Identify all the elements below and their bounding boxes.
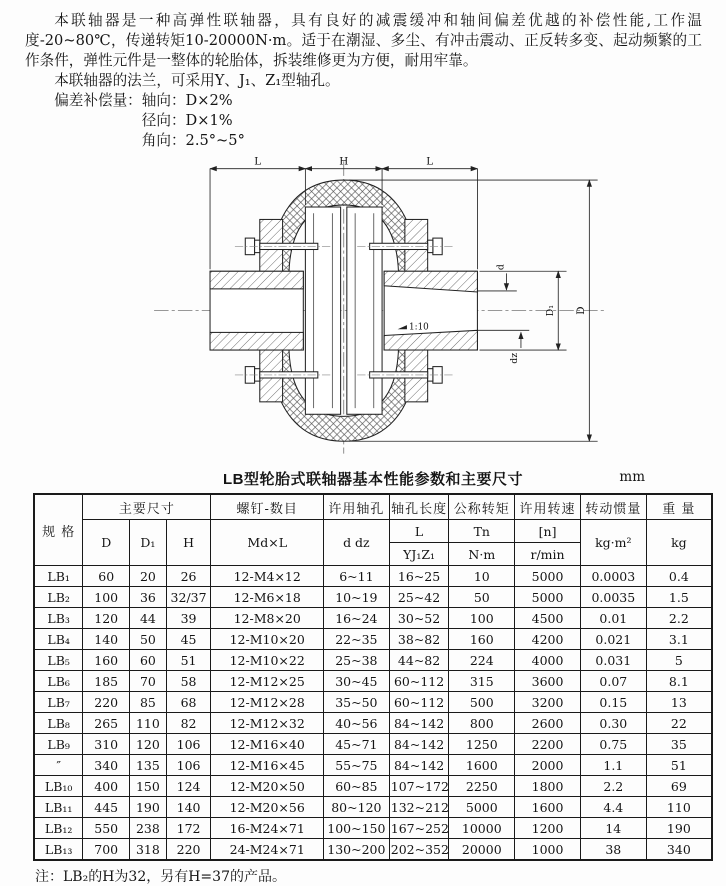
col-header-L: L	[389, 520, 449, 543]
table-row	[34, 713, 712, 734]
table-cell: 1.1	[580, 755, 646, 776]
table-cell: 22	[646, 713, 712, 734]
table-cell: 36	[130, 587, 167, 608]
col-header-kg: kg	[646, 520, 712, 566]
table-cell: 160	[449, 629, 515, 650]
table-cell: 4.4	[580, 797, 646, 818]
table-cell: 14	[580, 818, 646, 839]
compensation-label: 偏差补偿量：	[54, 92, 142, 109]
table-cell: 120	[83, 608, 130, 629]
table-cell: 38	[580, 839, 646, 861]
table-cell: 1800	[515, 776, 581, 797]
table-cell: 5000	[515, 566, 581, 587]
table-cell: 3600	[515, 671, 581, 692]
col-header-inertia: 转动惯量	[580, 494, 646, 520]
table-cell: 202~352	[389, 839, 449, 861]
table-cell: 107~172	[389, 776, 449, 797]
table-cell: 2000	[515, 755, 581, 776]
table-cell: 0.30	[580, 713, 646, 734]
table-cell: 172	[166, 818, 211, 839]
table-cell: LB₃	[34, 608, 83, 629]
table-cell: 84~142	[389, 734, 449, 755]
table-cell: 140	[166, 797, 211, 818]
table-cell: 16~24	[323, 608, 389, 629]
table-title: LB型轮胎式联轴器基本性能参数和主要尺寸	[223, 471, 523, 488]
table-cell: 500	[449, 692, 515, 713]
table-cell: 150	[130, 776, 167, 797]
table-cell: 12-M16×40	[211, 734, 324, 755]
table-cell: 0.0035	[580, 587, 646, 608]
table-cell: 400	[83, 776, 130, 797]
table-cell: 310	[83, 734, 130, 755]
table-cell: 5000	[449, 797, 515, 818]
table-cell: 68	[166, 692, 211, 713]
table-row	[34, 818, 712, 839]
table-cell: 340	[646, 839, 712, 861]
dim-label-H: H	[339, 155, 349, 168]
table-cell: 70	[130, 671, 167, 692]
table-cell: 0.75	[580, 734, 646, 755]
table-cell: 0.4	[646, 566, 712, 587]
table-cell: 318	[130, 839, 167, 861]
table-cell: 12-M12×25	[211, 671, 324, 692]
table-cell: 60~85	[323, 776, 389, 797]
table-cell: 106	[166, 734, 211, 755]
table-cell: 5000	[515, 587, 581, 608]
col-header-weight: 重 量	[646, 494, 712, 520]
table-cell: LB₁₂	[34, 818, 83, 839]
table-cell: 38~82	[389, 629, 449, 650]
taper-label: 1:10	[409, 322, 429, 333]
table-row	[34, 755, 712, 776]
table-cell: 0.15	[580, 692, 646, 713]
table-cell: 39	[166, 608, 211, 629]
dim-label-d: d	[495, 264, 507, 271]
col-header-n: [n]	[515, 520, 581, 543]
table-row	[34, 797, 712, 818]
table-cell: 58	[166, 671, 211, 692]
col-header-d-dz: d dz	[323, 520, 389, 566]
table-cell: 100	[83, 587, 130, 608]
table-cell: LB₉	[34, 734, 83, 755]
table-cell: 100~150	[323, 818, 389, 839]
table-cell: 12-M4×12	[211, 566, 324, 587]
table-cell: 340	[83, 755, 130, 776]
table-cell: 26	[166, 566, 211, 587]
table-cell: LB₁₁	[34, 797, 83, 818]
table-cell: 2600	[515, 713, 581, 734]
table-cell: 22~35	[323, 629, 389, 650]
compensation-item: 径向：D×1%	[141, 112, 233, 129]
table-cell: 12-M6×18	[211, 587, 324, 608]
table-cell: 30~52	[389, 608, 449, 629]
table-row	[34, 608, 712, 629]
table-cell: 35~50	[323, 692, 389, 713]
table-cell: 20000	[449, 839, 515, 861]
table-cell: 50	[449, 587, 515, 608]
table-cell: 220	[83, 692, 130, 713]
coupling-drawing-svg	[152, 155, 608, 458]
dim-label-D: D	[575, 306, 588, 315]
table-cell: 60~112	[389, 671, 449, 692]
col-header-D: D	[83, 520, 130, 566]
col-header-bolts: 螺钉-数目	[211, 494, 324, 520]
table-cell: 265	[83, 713, 130, 734]
table-cell: 25~38	[323, 650, 389, 671]
table-cell: 80~120	[323, 797, 389, 818]
table-cell: LB₂	[34, 587, 83, 608]
col-header-kgm2: kg·m²	[580, 520, 646, 566]
col-header-bore-length: 轴孔长度	[389, 494, 449, 520]
table-cell: 4500	[515, 608, 581, 629]
col-header-Tn: Tn	[449, 520, 515, 543]
col-header-D1: D₁	[130, 520, 167, 566]
col-header-Nm: N·m	[449, 543, 515, 566]
table-cell: LB₁	[34, 566, 83, 587]
table-cell: 1000	[515, 839, 581, 861]
col-header-torque: 公称转矩	[449, 494, 515, 520]
col-header-speed: 许用转速	[515, 494, 581, 520]
table-cell: 185	[83, 671, 130, 692]
table-cell: 190	[130, 797, 167, 818]
table-cell: 700	[83, 839, 130, 861]
table-cell: 45~71	[323, 734, 389, 755]
col-header-YJZ: YJ₁Z₁	[389, 543, 449, 566]
table-cell: 10	[449, 566, 515, 587]
dim-label-L-left: L	[254, 155, 262, 168]
table-cell: 315	[449, 671, 515, 692]
table-cell: 0.0003	[580, 566, 646, 587]
col-header-MdxL: Md×L	[211, 520, 324, 566]
table-cell: 0.021	[580, 629, 646, 650]
table-cell: 40~56	[323, 713, 389, 734]
col-header-main-dims: 主要尺寸	[83, 494, 211, 520]
table-cell: LB₄	[34, 629, 83, 650]
table-row	[34, 650, 712, 671]
table-cell: 6~11	[323, 566, 389, 587]
table-cell: 220	[166, 839, 211, 861]
hub-left	[305, 207, 340, 414]
compensation-block	[54, 91, 702, 151]
shaft-left-hatch-bottom	[210, 332, 303, 350]
table-cell: 12-M12×28	[211, 692, 324, 713]
table-header	[34, 494, 712, 566]
table-cell: 32/37	[166, 587, 211, 608]
col-header-rmin: r/min	[515, 543, 581, 566]
table-cell: 16~25	[389, 566, 449, 587]
table-row	[34, 692, 712, 713]
table-row	[34, 587, 712, 608]
table-cell: 160	[83, 650, 130, 671]
table-cell: ″	[34, 755, 83, 776]
table-cell: 100	[449, 608, 515, 629]
footnote: 注：LB₂的H为32，另有H=37的产品。	[35, 869, 286, 885]
table-cell: 1.5	[646, 587, 712, 608]
table-cell: 16-M24×71	[211, 818, 324, 839]
table-cell: 238	[130, 818, 167, 839]
table-cell: 24-M24×71	[211, 839, 324, 861]
table-cell: 44~82	[389, 650, 449, 671]
table-cell: 84~142	[389, 755, 449, 776]
table-cell: LB₁₀	[34, 776, 83, 797]
table-cell: 12-M10×22	[211, 650, 324, 671]
table-cell: 51	[646, 755, 712, 776]
table-cell: 85	[130, 692, 167, 713]
table-cell: 2250	[449, 776, 515, 797]
paragraph-flange: 本联轴器的法兰，可采用Y、J₁、Z₁型轴孔。	[54, 72, 340, 89]
table-cell: 1600	[515, 797, 581, 818]
table-cell: 800	[449, 713, 515, 734]
table-cell: 3.1	[646, 629, 712, 650]
hub-right	[347, 207, 382, 414]
table-cell: 1200	[515, 818, 581, 839]
table-cell: 44	[130, 608, 167, 629]
table-cell: 0.07	[580, 671, 646, 692]
table-cell: 60	[130, 650, 167, 671]
table-cell: 12-M16×45	[211, 755, 324, 776]
table-cell: 130~200	[323, 839, 389, 861]
table-cell: 51	[166, 650, 211, 671]
table-cell: 12-M8×20	[211, 608, 324, 629]
table-cell: LB₆	[34, 671, 83, 692]
table-row	[34, 734, 712, 755]
table-cell: 224	[449, 650, 515, 671]
compensation-item: 轴向：D×2%	[141, 92, 233, 109]
table-cell: 25~42	[389, 587, 449, 608]
table-cell: 20	[130, 566, 167, 587]
table-cell: 110	[646, 797, 712, 818]
col-header-bore: 许用轴孔	[323, 494, 389, 520]
table-cell: 120	[130, 734, 167, 755]
table-cell: 110	[130, 713, 167, 734]
table-cell: 60~112	[389, 692, 449, 713]
table-cell: 4000	[515, 650, 581, 671]
table-cell: 0.031	[580, 650, 646, 671]
table-cell: 55~75	[323, 755, 389, 776]
table-cell: 50	[130, 629, 167, 650]
table-row	[34, 839, 712, 861]
table-cell: 4200	[515, 629, 581, 650]
table-cell: 167~252	[389, 818, 449, 839]
compensation-item: 角向：2.5°~5°	[141, 132, 245, 149]
table-cell: 0.01	[580, 608, 646, 629]
table-cell: 445	[83, 797, 130, 818]
table-cell: LB₅	[34, 650, 83, 671]
table-cell: 2200	[515, 734, 581, 755]
table-cell: 12-M10×20	[211, 629, 324, 650]
table-cell: 8.1	[646, 671, 712, 692]
parameters-table	[33, 493, 713, 861]
col-header-H: H	[166, 520, 211, 566]
table-cell: 82	[166, 713, 211, 734]
table-cell: 45	[166, 629, 211, 650]
col-header-spec: 规 格	[34, 494, 83, 566]
table-cell: 3200	[515, 692, 581, 713]
table-cell: 140	[83, 629, 130, 650]
table-cell: 135	[130, 755, 167, 776]
intro-text	[0, 0, 726, 151]
table-row	[34, 629, 712, 650]
dim-label-L-right: L	[426, 155, 434, 168]
table-cell: LB₇	[34, 692, 83, 713]
table-cell: 10000	[449, 818, 515, 839]
table-title-row	[33, 468, 713, 490]
table-cell: 190	[646, 818, 712, 839]
table-cell: 106	[166, 755, 211, 776]
coupling-cross-section-drawing	[152, 155, 608, 462]
table-cell: 13	[646, 692, 712, 713]
table-cell: 10~19	[323, 587, 389, 608]
table-row	[34, 776, 712, 797]
table-cell: 12-M12×32	[211, 713, 324, 734]
table-cell: 1250	[449, 734, 515, 755]
table-cell: LB₈	[34, 713, 83, 734]
table-cell: 2.2	[646, 608, 712, 629]
table-row	[34, 566, 712, 587]
table-cell: 1600	[449, 755, 515, 776]
table-cell: 84~142	[389, 713, 449, 734]
table-cell: 2.2	[580, 776, 646, 797]
table-cell: 69	[646, 776, 712, 797]
table-cell: 60	[83, 566, 130, 587]
table-cell: LB₁₃	[34, 839, 83, 861]
table-cell: 5	[646, 650, 712, 671]
compensation-list	[142, 91, 245, 151]
table-cell: 35	[646, 734, 712, 755]
table-cell: 12-M20×50	[211, 776, 324, 797]
table-row	[34, 671, 712, 692]
table-cell: 550	[83, 818, 130, 839]
table-cell: 12-M20×56	[211, 797, 324, 818]
dim-label-D1: D₁	[545, 305, 557, 317]
dim-label-dz: dz	[508, 352, 520, 364]
table-cell: 124	[166, 776, 211, 797]
table-cell: 132~212	[389, 797, 449, 818]
table-cell: 30~45	[323, 671, 389, 692]
paragraph-description: 本联轴器是一种高弹性联轴器，具有良好的减震缓冲和轴间偏差优越的补偿性能,工作温度-20~80℃，传递转矩10-20000N·m。适于在潮湿、多尘、有冲击震动、正反转多变、起动频繁的工作条件，弹性元件是一整体的轮胎体，拆装维修更为方便，耐用牢靠。	[25, 12, 702, 69]
table-unit: mm	[619, 469, 645, 485]
table-body	[34, 566, 712, 861]
shaft-left-hatch-top	[210, 271, 303, 289]
